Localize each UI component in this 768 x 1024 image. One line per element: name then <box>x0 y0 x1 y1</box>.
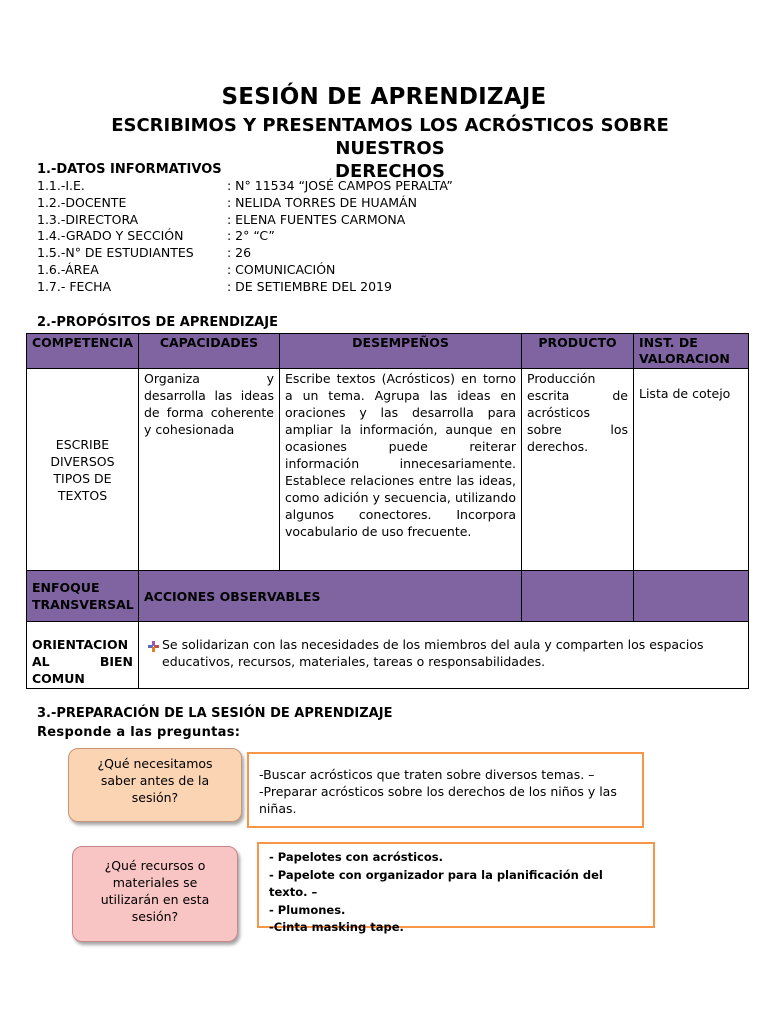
info-value: : COMUNICACIÓN <box>227 261 336 277</box>
answer-line: - Papelotes con acrósticos. <box>269 850 443 864</box>
info-row <box>37 178 453 195</box>
section3-heading: 3.-PREPARACIÓN DE LA SESIÓN DE APRENDIZAJE <box>37 706 393 721</box>
inst-cell: Lista de cotejo <box>634 369 749 571</box>
info-value: : ELENA FUENTES CARMONA <box>227 211 406 227</box>
answer-line: -Buscar acrósticos que traten sobre diversos temas. – <box>259 767 595 782</box>
info-value: : DE SETIEMBRE DEL 2019 <box>227 278 392 294</box>
info-row <box>37 279 453 296</box>
subtitle-line: DERECHOS <box>335 161 445 182</box>
bullet-icon <box>144 636 162 670</box>
answer-line: - Papelote con organizador para la planificación del texto. – <box>269 867 603 899</box>
desempenos-cell: Escribe textos (Acrósticos) en torno a un tema. Agrupa las ideas en oraciones y las desarrolla para ampliar la información, aunque en ocasiones puede reiterar información innecesariamente. Establece relaciones entre las ideas, como adición y secuencia, utilizando algunos conectores. Incorpora vocabulario de uso frecuente. <box>280 369 522 571</box>
question-box-1: ¿Qué necesitamos saber antes de la sesión? <box>68 748 242 822</box>
answer-box-2 <box>257 842 655 934</box>
table-header-row <box>27 334 749 369</box>
question-box-2: ¿Qué recursos o materiales se utilizarán en esta sesión? <box>72 846 238 942</box>
header-desempenos: DESEMPEÑOS <box>280 334 522 369</box>
page-title: SESIÓN DE APRENDIZAJE <box>221 84 547 110</box>
bullet-item <box>144 636 743 670</box>
answer-line: -Preparar acrósticos sobre los derechos de los niños y las niñas. <box>259 784 617 816</box>
header-inst-valoracion: INST. DE VALORACION <box>634 334 749 369</box>
header-acciones: ACCIONES OBSERVABLES <box>139 571 522 622</box>
info-list <box>37 178 453 296</box>
info-label: 1.3.-DIRECTORA <box>37 211 139 227</box>
table-row <box>27 369 749 571</box>
competencia-cell: ESCRIBE DIVERSOS TIPOS DE TEXTOS <box>27 369 139 571</box>
subtitle-line: ESCRIBIMOS Y PRESENTAMOS LOS ACRÓSTICOS SOBRE NUESTROS <box>111 115 669 159</box>
accion-text: Se solidarizan con las necesidades de los miembros del aula y comparten los espacios educativos, recursos, materiales, tareas o responsabilidades. <box>162 637 704 669</box>
answer-box-1 <box>247 752 644 828</box>
section2-heading: 2.-PROPÓSITOS DE APRENDIZAJE <box>37 315 278 330</box>
section1-heading: 1.-DATOS INFORMATIVOS <box>37 162 222 177</box>
table-row <box>27 622 749 689</box>
enfoque-header-row <box>27 571 749 622</box>
empty-header-cell <box>634 571 749 622</box>
info-value: : N° 11534 “JOSÉ CAMPOS PERALTA” <box>227 178 453 193</box>
info-row <box>37 212 453 229</box>
accion-cell <box>139 622 749 689</box>
info-value: : NELIDA TORRES DE HUAMÁN <box>227 194 417 210</box>
header-producto: PRODUCTO <box>522 334 634 369</box>
info-label: 1.1.-I.E. <box>37 178 85 193</box>
section3-subheading: Responde a las preguntas: <box>37 725 241 740</box>
orientacion-cell: ORIENTACION AL BIEN COMUN <box>27 622 139 689</box>
info-value: : 2° “C” <box>227 228 275 244</box>
info-row <box>37 228 453 245</box>
info-row <box>37 195 453 212</box>
answer-line: -Cinta masking tape. <box>269 920 404 934</box>
info-label: 1.2.-DOCENTE <box>37 194 127 210</box>
header-competencia: COMPETENCIA <box>27 334 139 369</box>
capacidades-cell: Organiza y desarrolla las ideas de forma coherente y cohesionada <box>139 369 280 571</box>
info-value: : 26 <box>227 245 252 261</box>
producto-cell: Producción escrita de acrósticos sobre los derechos. <box>522 369 634 571</box>
info-row <box>37 262 453 279</box>
header-enfoque: ENFOQUE TRANSVERSAL <box>27 571 139 622</box>
header-capacidades: CAPACIDADES <box>139 334 280 369</box>
purposes-table <box>26 333 749 689</box>
info-label: 1.5.-N° DE ESTUDIANTES <box>37 245 194 261</box>
info-label: 1.7.- FECHA <box>37 278 112 294</box>
answer-line: - Plumones. <box>269 902 346 917</box>
info-row <box>37 245 453 262</box>
info-label: 1.4.-GRADO Y SECCIÓN <box>37 228 184 244</box>
info-label: 1.6.-ÁREA <box>37 261 99 277</box>
empty-header-cell <box>522 571 634 622</box>
